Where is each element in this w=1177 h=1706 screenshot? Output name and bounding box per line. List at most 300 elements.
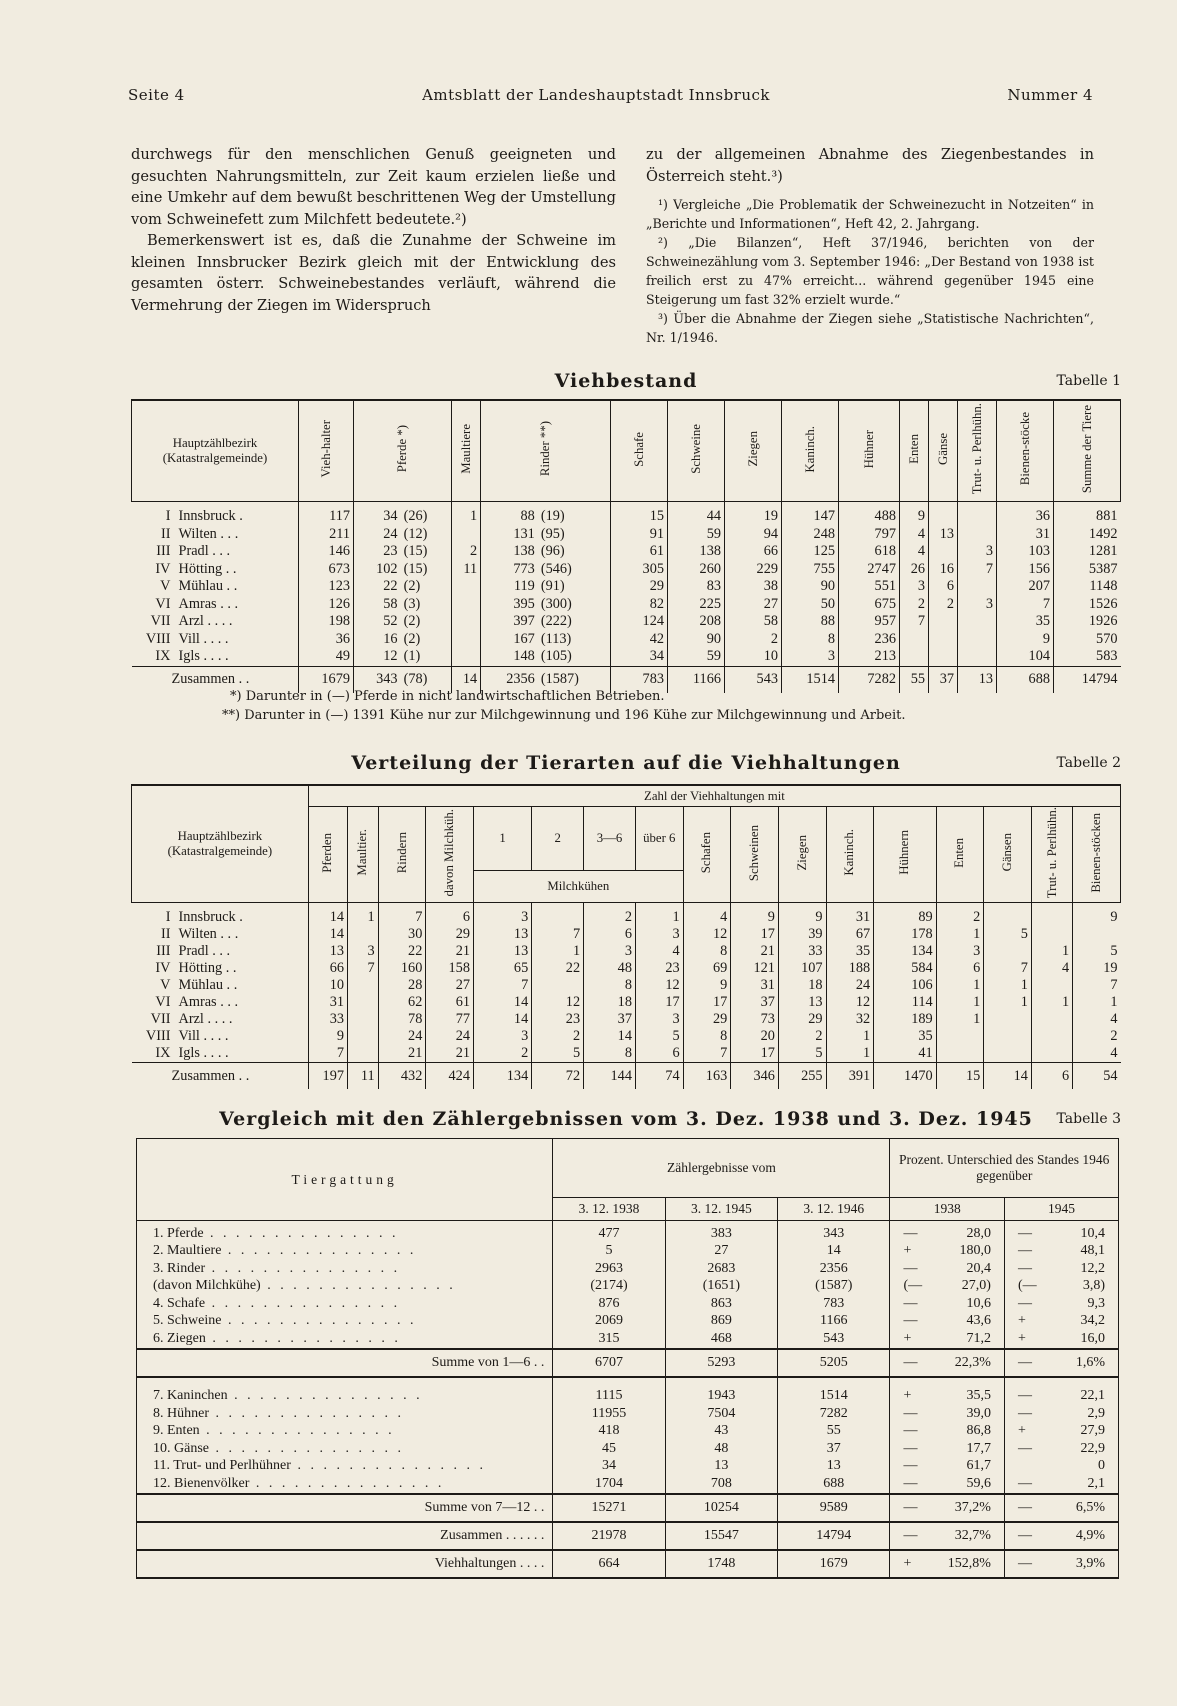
table1-cell: 248: [782, 526, 839, 544]
table2-cell: 3: [635, 1011, 683, 1028]
table2-cell: 2: [1073, 1028, 1121, 1045]
percent-value: 22,3%: [954, 1354, 991, 1370]
table1-cell: [958, 648, 997, 666]
table1-livestock: [131, 399, 1121, 693]
animal-label: 5. Schweine: [153, 1313, 222, 1329]
table3-count: 315: [553, 1330, 665, 1349]
table2-cell: 9: [683, 977, 731, 994]
percent-sign: —: [903, 1527, 918, 1543]
table1-cell: 260: [668, 561, 725, 579]
table2-col-header: Bienen-stöcken: [1073, 807, 1121, 903]
table2-cell: 1: [826, 1045, 874, 1063]
table2-cell: 1: [936, 1011, 984, 1028]
table3-holdings-row: [137, 1550, 1119, 1578]
district-numeral: II: [160, 525, 171, 542]
table2-cell: 37: [731, 994, 779, 1011]
table1-cell: 1514: [782, 666, 839, 693]
issue-number: Nummer 4: [1007, 86, 1093, 104]
table1-district: [132, 561, 299, 579]
table2-cell: 14: [984, 1063, 1032, 1090]
table2-district: [132, 943, 309, 960]
table3-percent: [1004, 1388, 1118, 1406]
table2-cell: 10: [308, 977, 347, 994]
table3-count: 1943: [665, 1388, 777, 1406]
table1-col-header: Maultiere: [452, 400, 481, 502]
table1-cell: 119: [481, 578, 538, 596]
table1-col-header: Schweine: [668, 400, 725, 502]
table1-cell: 24: [354, 526, 401, 544]
table2-cell: 24: [826, 977, 874, 994]
district-name: Mühlau . .: [178, 977, 238, 994]
percent-sign: —: [903, 1458, 918, 1474]
table3-count: 418: [553, 1423, 665, 1441]
district-numeral: VIII: [145, 630, 171, 647]
table3-row: [137, 1330, 1119, 1349]
animal-label: Viehhaltungen . . . .: [434, 1555, 545, 1571]
table2-row: [132, 994, 1121, 1011]
percent-sign: —: [1017, 1499, 1032, 1515]
table2-cell: 2: [584, 903, 636, 927]
table3-percent: [890, 1313, 1005, 1331]
table2-cell: 432: [378, 1063, 426, 1090]
table1-cell: 82: [611, 596, 668, 614]
table1-cell: 1492: [1054, 526, 1121, 544]
table2-cell: 62: [378, 994, 426, 1011]
table2-col-header: 2: [532, 807, 584, 871]
table2-row: [132, 960, 1121, 977]
paragraph: durchwegs für den menschlichen Genuß geeigneten und gesuchten Nahrungsmitteln, zur Zeit kaum erzielen ließe und eine Umkehr auf dem bewußt beschrittenen Weg der Umstellung vom Schweinefett zum Milchfett bedeutete.²): [131, 146, 616, 228]
table1-cell: 125: [782, 543, 839, 561]
table1-cell: 6: [929, 578, 958, 596]
table1-cell: 9: [900, 502, 929, 526]
table1-title: Viehbestand: [554, 370, 698, 392]
table2-col-header: Rindern: [378, 807, 426, 903]
table1-cell: 397: [481, 613, 538, 631]
district-name: Hötting . .: [178, 960, 237, 977]
table1-cell: 797: [839, 526, 900, 544]
table3-title-row: [131, 1108, 1121, 1130]
table2-cell: 13: [473, 943, 531, 960]
table2-cell: 1: [936, 994, 984, 1011]
table3-count: 1166: [778, 1313, 890, 1331]
table1-cell: 675: [839, 596, 900, 614]
table1-cell: 147: [782, 502, 839, 526]
table1-cell: 23: [354, 543, 401, 561]
table3-count: 2356: [778, 1260, 890, 1278]
table3-count: 1748: [665, 1550, 777, 1578]
table2-cell: 29: [683, 1011, 731, 1028]
table3-row: [137, 1423, 1119, 1441]
percent-sign: —: [903, 1475, 918, 1491]
table2-cell: 33: [778, 943, 826, 960]
table2-cell: 7: [683, 1045, 731, 1063]
table2-cell: 5: [1073, 943, 1121, 960]
table2-row: [132, 943, 1121, 960]
table3-count: 477: [553, 1221, 665, 1243]
table3-row: [137, 1295, 1119, 1313]
table1-cell: 3: [900, 578, 929, 596]
table1-cell: (12): [403, 525, 428, 542]
table3-date-header: 3. 12. 1945: [665, 1198, 777, 1221]
table2-cell: 29: [426, 926, 474, 943]
table3-count: 9589: [778, 1494, 890, 1522]
table1-cell: 213: [839, 648, 900, 666]
table2-cell: 27: [426, 977, 474, 994]
table1-cell: 19: [725, 502, 782, 526]
table2-cell: 584: [874, 960, 936, 977]
percent-value: 16,0: [1080, 1330, 1105, 1346]
table2-cell: 160: [378, 960, 426, 977]
district-numeral: V: [160, 578, 171, 595]
table2-col-header: Ziegen: [778, 807, 826, 903]
district-name: Wilten . . .: [178, 525, 239, 542]
table1-cell: (105): [540, 648, 572, 665]
table3-comparison: [136, 1138, 1119, 1579]
table2-district-header: Hauptzählbezirk (Katastralgemeinde): [132, 785, 309, 903]
table1-cell: 35: [997, 613, 1054, 631]
table1-district: [132, 613, 299, 631]
table1-col-header: Hühner: [839, 400, 900, 502]
table1-cell: 7: [900, 613, 929, 631]
table3-count: 11955: [553, 1405, 665, 1423]
table1-cell: 208: [668, 613, 725, 631]
percent-value: 37,2%: [954, 1499, 991, 1515]
district-numeral: I: [165, 508, 171, 525]
table2-district: [132, 1045, 309, 1063]
table2-row: [132, 1028, 1121, 1045]
paragraph: Bemerkenswert ist es, daß die Zunahme der Schweine im kleinen Innsbrucker Bezirk gleich mit der Entwicklung des gesamten österr. Schweinebestandes verläuft, während die Vermehrung der Ziegen im Widerspruch: [131, 232, 616, 314]
table2-district: [132, 1028, 309, 1045]
table2-cell: 1: [1073, 994, 1121, 1011]
table2-cell: 114: [874, 994, 936, 1011]
table3-count: 10254: [665, 1494, 777, 1522]
table1-cell: 123: [299, 578, 354, 596]
table1-col-header: Gänse: [929, 400, 958, 502]
table1-cell: (15): [403, 560, 428, 577]
table2-cell: 29: [778, 1011, 826, 1028]
percent-value: 4,9%: [1075, 1527, 1105, 1543]
footnote: ¹) Vergleiche „Die Problematik der Schweinezucht in Notzeiten“ in „Berichte und Informationen“, Heft 42, 2. Jahrgang.: [646, 197, 1094, 231]
table3-count: 1704: [553, 1475, 665, 1494]
percent-value: 2,1: [1087, 1475, 1105, 1491]
table1-cell: 4: [900, 543, 929, 561]
district-name: Innsbruck .: [178, 508, 243, 525]
percent-value: 39,0: [966, 1405, 991, 1421]
table1-cell: [452, 596, 481, 614]
table1-body: [132, 502, 1121, 693]
table2-cell: 9: [778, 903, 826, 927]
table3-count: 2963: [553, 1260, 665, 1278]
table2-cell: 3: [473, 903, 531, 927]
table1-cell: 2747: [839, 561, 900, 579]
table2-row: [132, 903, 1121, 927]
table2-cell: 8: [683, 943, 731, 960]
table1-cell: 103: [997, 543, 1054, 561]
percent-sign: —: [1017, 1388, 1032, 1404]
table2-cell: 23: [532, 1011, 584, 1028]
table3-percent: [890, 1330, 1005, 1349]
table2-cell: 3: [584, 943, 636, 960]
table1-cell: (26): [403, 508, 428, 525]
percent-sign: —: [1017, 1260, 1032, 1276]
table1-cell: (2): [403, 613, 421, 630]
table3-count: 863: [665, 1295, 777, 1313]
table1-cell: 13: [929, 526, 958, 544]
table3-percent: [1004, 1295, 1118, 1313]
table2-col-header: Pferden: [308, 807, 347, 903]
percent-value: 10,6: [966, 1295, 991, 1311]
table2-title-row: [131, 752, 1121, 774]
table2-cell: 1: [1031, 994, 1072, 1011]
table1-district-header: Hauptzählbezirk (Katastralgemeinde): [132, 400, 299, 502]
table3-count: 14: [778, 1243, 890, 1261]
table1-row: [132, 596, 1121, 614]
table1-cell: 2: [725, 631, 782, 649]
table2-cell: 41: [874, 1045, 936, 1063]
table2-col-header: Gänsen: [984, 807, 1032, 903]
percent-value: 32,7%: [954, 1527, 991, 1543]
table1-row: [132, 502, 1121, 526]
percent-value: 27,9: [1080, 1423, 1105, 1439]
table1-cell: (19): [540, 508, 565, 525]
table2-cell: 12: [683, 926, 731, 943]
table3-animal: [137, 1494, 553, 1522]
table2-district: [132, 994, 309, 1011]
table2-cell: 18: [778, 977, 826, 994]
district-name: Amras . . .: [178, 595, 239, 612]
table2-cell: 424: [426, 1063, 474, 1090]
table3-count: 37: [778, 1440, 890, 1458]
table3-label: Tabelle 3: [1056, 1111, 1121, 1127]
table3-count: 13: [665, 1458, 777, 1476]
table1-cell: 2356: [481, 666, 538, 693]
table2-cell: 13: [778, 994, 826, 1011]
table1-cell: 94: [725, 526, 782, 544]
district-name: Wilten . . .: [178, 926, 239, 943]
table3-percent: [1004, 1494, 1118, 1522]
table1-cell: [452, 613, 481, 631]
table1-row: [132, 526, 1121, 544]
table2-col-header: davon Milchküh.: [426, 807, 474, 903]
table2-cell: 106: [874, 977, 936, 994]
table2-cell: 7: [308, 1045, 347, 1063]
table2-cell: 61: [426, 994, 474, 1011]
table2-cell: 6: [635, 1045, 683, 1063]
table3-percent: [890, 1475, 1005, 1494]
table2-cell: 9: [308, 1028, 347, 1045]
table1-cell: (1): [403, 648, 421, 665]
table1-cell: [900, 648, 929, 666]
percent-sign: +: [1017, 1423, 1026, 1439]
table2-cell: 31: [731, 977, 779, 994]
table2-cell: 1: [348, 903, 379, 927]
percent-sign: +: [1017, 1313, 1026, 1329]
table2-cell: 14: [308, 926, 347, 943]
table1-cell: 36: [997, 502, 1054, 526]
animal-label: 10. Gänse: [153, 1440, 209, 1456]
table1-cell: [929, 631, 958, 649]
table2-cell: [532, 903, 584, 927]
table3-percent: [890, 1494, 1005, 1522]
table1-cell: 61: [611, 543, 668, 561]
district-numeral: VII: [150, 613, 171, 630]
animal-label: 11. Trut- und Perlhühner: [153, 1458, 291, 1474]
table2-cell: 14: [473, 1011, 531, 1028]
table1-cell: [452, 648, 481, 666]
table1-cell: 156: [997, 561, 1054, 579]
table1-cell: 34: [611, 648, 668, 666]
table2-cell: [984, 903, 1032, 927]
table3-animal-header: Tiergattung: [137, 1139, 553, 1221]
table3-count: 27: [665, 1243, 777, 1261]
table1-note: **) Darunter in (—) 1391 Kühe nur zur Milchgewinnung und 196 Kühe zur Milchgewinnung und Arbeit.: [222, 708, 906, 723]
table2-cell: 11: [348, 1063, 379, 1090]
table2-cell: 346: [731, 1063, 779, 1090]
table1-cell: 117: [299, 502, 354, 526]
district-name: Pradl . . .: [178, 543, 231, 560]
table1-cell: 225: [668, 596, 725, 614]
table2-title: Verteilung der Tierarten auf die Viehhaltungen: [351, 752, 901, 774]
table1-district: [132, 543, 299, 561]
table2-cell: 12: [826, 994, 874, 1011]
table2-cell: 5: [532, 1045, 584, 1063]
table1-row: [132, 578, 1121, 596]
district-numeral: VI: [155, 994, 171, 1011]
district-numeral: I: [165, 909, 171, 926]
table3-count: 2683: [665, 1260, 777, 1278]
table1-cell: 90: [782, 578, 839, 596]
table3-percent: [1004, 1423, 1118, 1441]
percent-value: 34,2: [1080, 1313, 1105, 1329]
table3-count: 21978: [553, 1522, 665, 1550]
table3-row: [137, 1388, 1119, 1406]
table3-count: 55: [778, 1423, 890, 1441]
table2-cell: 78: [378, 1011, 426, 1028]
table3-pct-header: Prozent. Unterschied des Standes 1946 gegenüber: [890, 1139, 1119, 1198]
table2-cell: 1: [936, 977, 984, 994]
table2-cell: 178: [874, 926, 936, 943]
table3-count: 15271: [553, 1494, 665, 1522]
table3-percent: [1004, 1475, 1118, 1494]
table2-cell: 66: [308, 960, 347, 977]
table2-cell: 14: [584, 1028, 636, 1045]
table2-cell: 17: [635, 994, 683, 1011]
table3-count: 13: [778, 1458, 890, 1476]
table2-cell: [532, 977, 584, 994]
table2-cell: 1: [984, 994, 1032, 1011]
percent-sign: —: [1017, 1440, 1032, 1456]
table3-percent: [1004, 1349, 1118, 1377]
table2-cell: 1: [826, 1028, 874, 1045]
table1-col-header: Bienen-stöcke: [997, 400, 1054, 502]
table2-cell: [1031, 1011, 1072, 1028]
table2-cell: 30: [378, 926, 426, 943]
district-name: Mühlau . .: [178, 578, 238, 595]
percent-value: 22,1: [1080, 1388, 1105, 1404]
percent-sign: +: [1017, 1330, 1026, 1346]
table2-cell: 255: [778, 1063, 826, 1090]
table3-percent: [890, 1440, 1005, 1458]
table3-percent: [890, 1221, 1005, 1243]
table2-cell: 3: [348, 943, 379, 960]
table3-count: (1651): [665, 1278, 777, 1296]
table3-percent: [890, 1260, 1005, 1278]
table2-cell: 189: [874, 1011, 936, 1028]
table2-cell: [348, 1011, 379, 1028]
table3-count: 343: [778, 1221, 890, 1243]
table2-cell: 6: [1031, 1063, 1072, 1090]
table2-cell: 391: [826, 1063, 874, 1090]
table1-cell: [958, 526, 997, 544]
table3-row: [137, 1458, 1119, 1476]
table1-cell: 395: [481, 596, 538, 614]
table2-cell: 8: [683, 1028, 731, 1045]
table2-cell: [936, 1045, 984, 1063]
table1-district: [132, 648, 299, 666]
animal-label: 1. Pferde: [153, 1225, 204, 1241]
table3-count: 15547: [665, 1522, 777, 1550]
table1-cell: 957: [839, 613, 900, 631]
table1-cell: 131: [481, 526, 538, 544]
table2-cell: 7: [473, 977, 531, 994]
table3-results-header: Zählergebnisse vom: [553, 1139, 890, 1198]
table1-cell: 126: [299, 596, 354, 614]
table2-cell: 20: [731, 1028, 779, 1045]
table1-cell: 2: [900, 596, 929, 614]
table1-cell: 2: [452, 543, 481, 561]
table3-count: 48: [665, 1440, 777, 1458]
table2-cell: 2: [778, 1028, 826, 1045]
animal-label: 8. Hühner: [153, 1405, 209, 1421]
table1-cell: (96): [540, 543, 565, 560]
table1-cell: 618: [839, 543, 900, 561]
table2-row: [132, 926, 1121, 943]
table1-note: *) Darunter in (—) Pferde in nicht landwirtschaftlichen Betrieben.: [230, 689, 665, 704]
district-numeral: VII: [150, 1011, 171, 1028]
district-numeral: VIII: [145, 1028, 171, 1045]
table2-cell: 7: [532, 926, 584, 943]
table2-cell: 3: [936, 943, 984, 960]
animal-label: 6. Ziegen: [153, 1330, 206, 1346]
table2-cell: 8: [584, 977, 636, 994]
table3-count: 783: [778, 1295, 890, 1313]
table1-col-header: Rinder **): [481, 400, 611, 502]
table2-cell: [1073, 926, 1121, 943]
table3-row: [137, 1313, 1119, 1331]
percent-value: 61,7: [966, 1458, 991, 1474]
table1-district: [132, 502, 299, 526]
table2-cell: [984, 943, 1032, 960]
table2-cell: 121: [731, 960, 779, 977]
table3-percent: [1004, 1550, 1118, 1578]
table1-cell: [958, 613, 997, 631]
table3-count: 383: [665, 1221, 777, 1243]
table3-row: [137, 1405, 1119, 1423]
table2-cell: 54: [1073, 1063, 1121, 1090]
table2-group-header: Zahl der Viehhaltungen mit: [308, 785, 1120, 807]
table1-district: [132, 631, 299, 649]
table2-cell: 67: [826, 926, 874, 943]
table3-percent: [890, 1522, 1005, 1550]
table3-count: (2174): [553, 1278, 665, 1296]
district-name: Pradl . . .: [178, 943, 231, 960]
table2-cell: 39: [778, 926, 826, 943]
animal-label: Zusammen . . . . . .: [440, 1527, 545, 1543]
percent-value: 71,2: [966, 1330, 991, 1346]
table3-percent: [1004, 1458, 1118, 1476]
publication-title: Amtsblatt der Landeshauptstadt Innsbruck: [422, 86, 770, 104]
district-name: Zusammen . .: [171, 1067, 250, 1084]
